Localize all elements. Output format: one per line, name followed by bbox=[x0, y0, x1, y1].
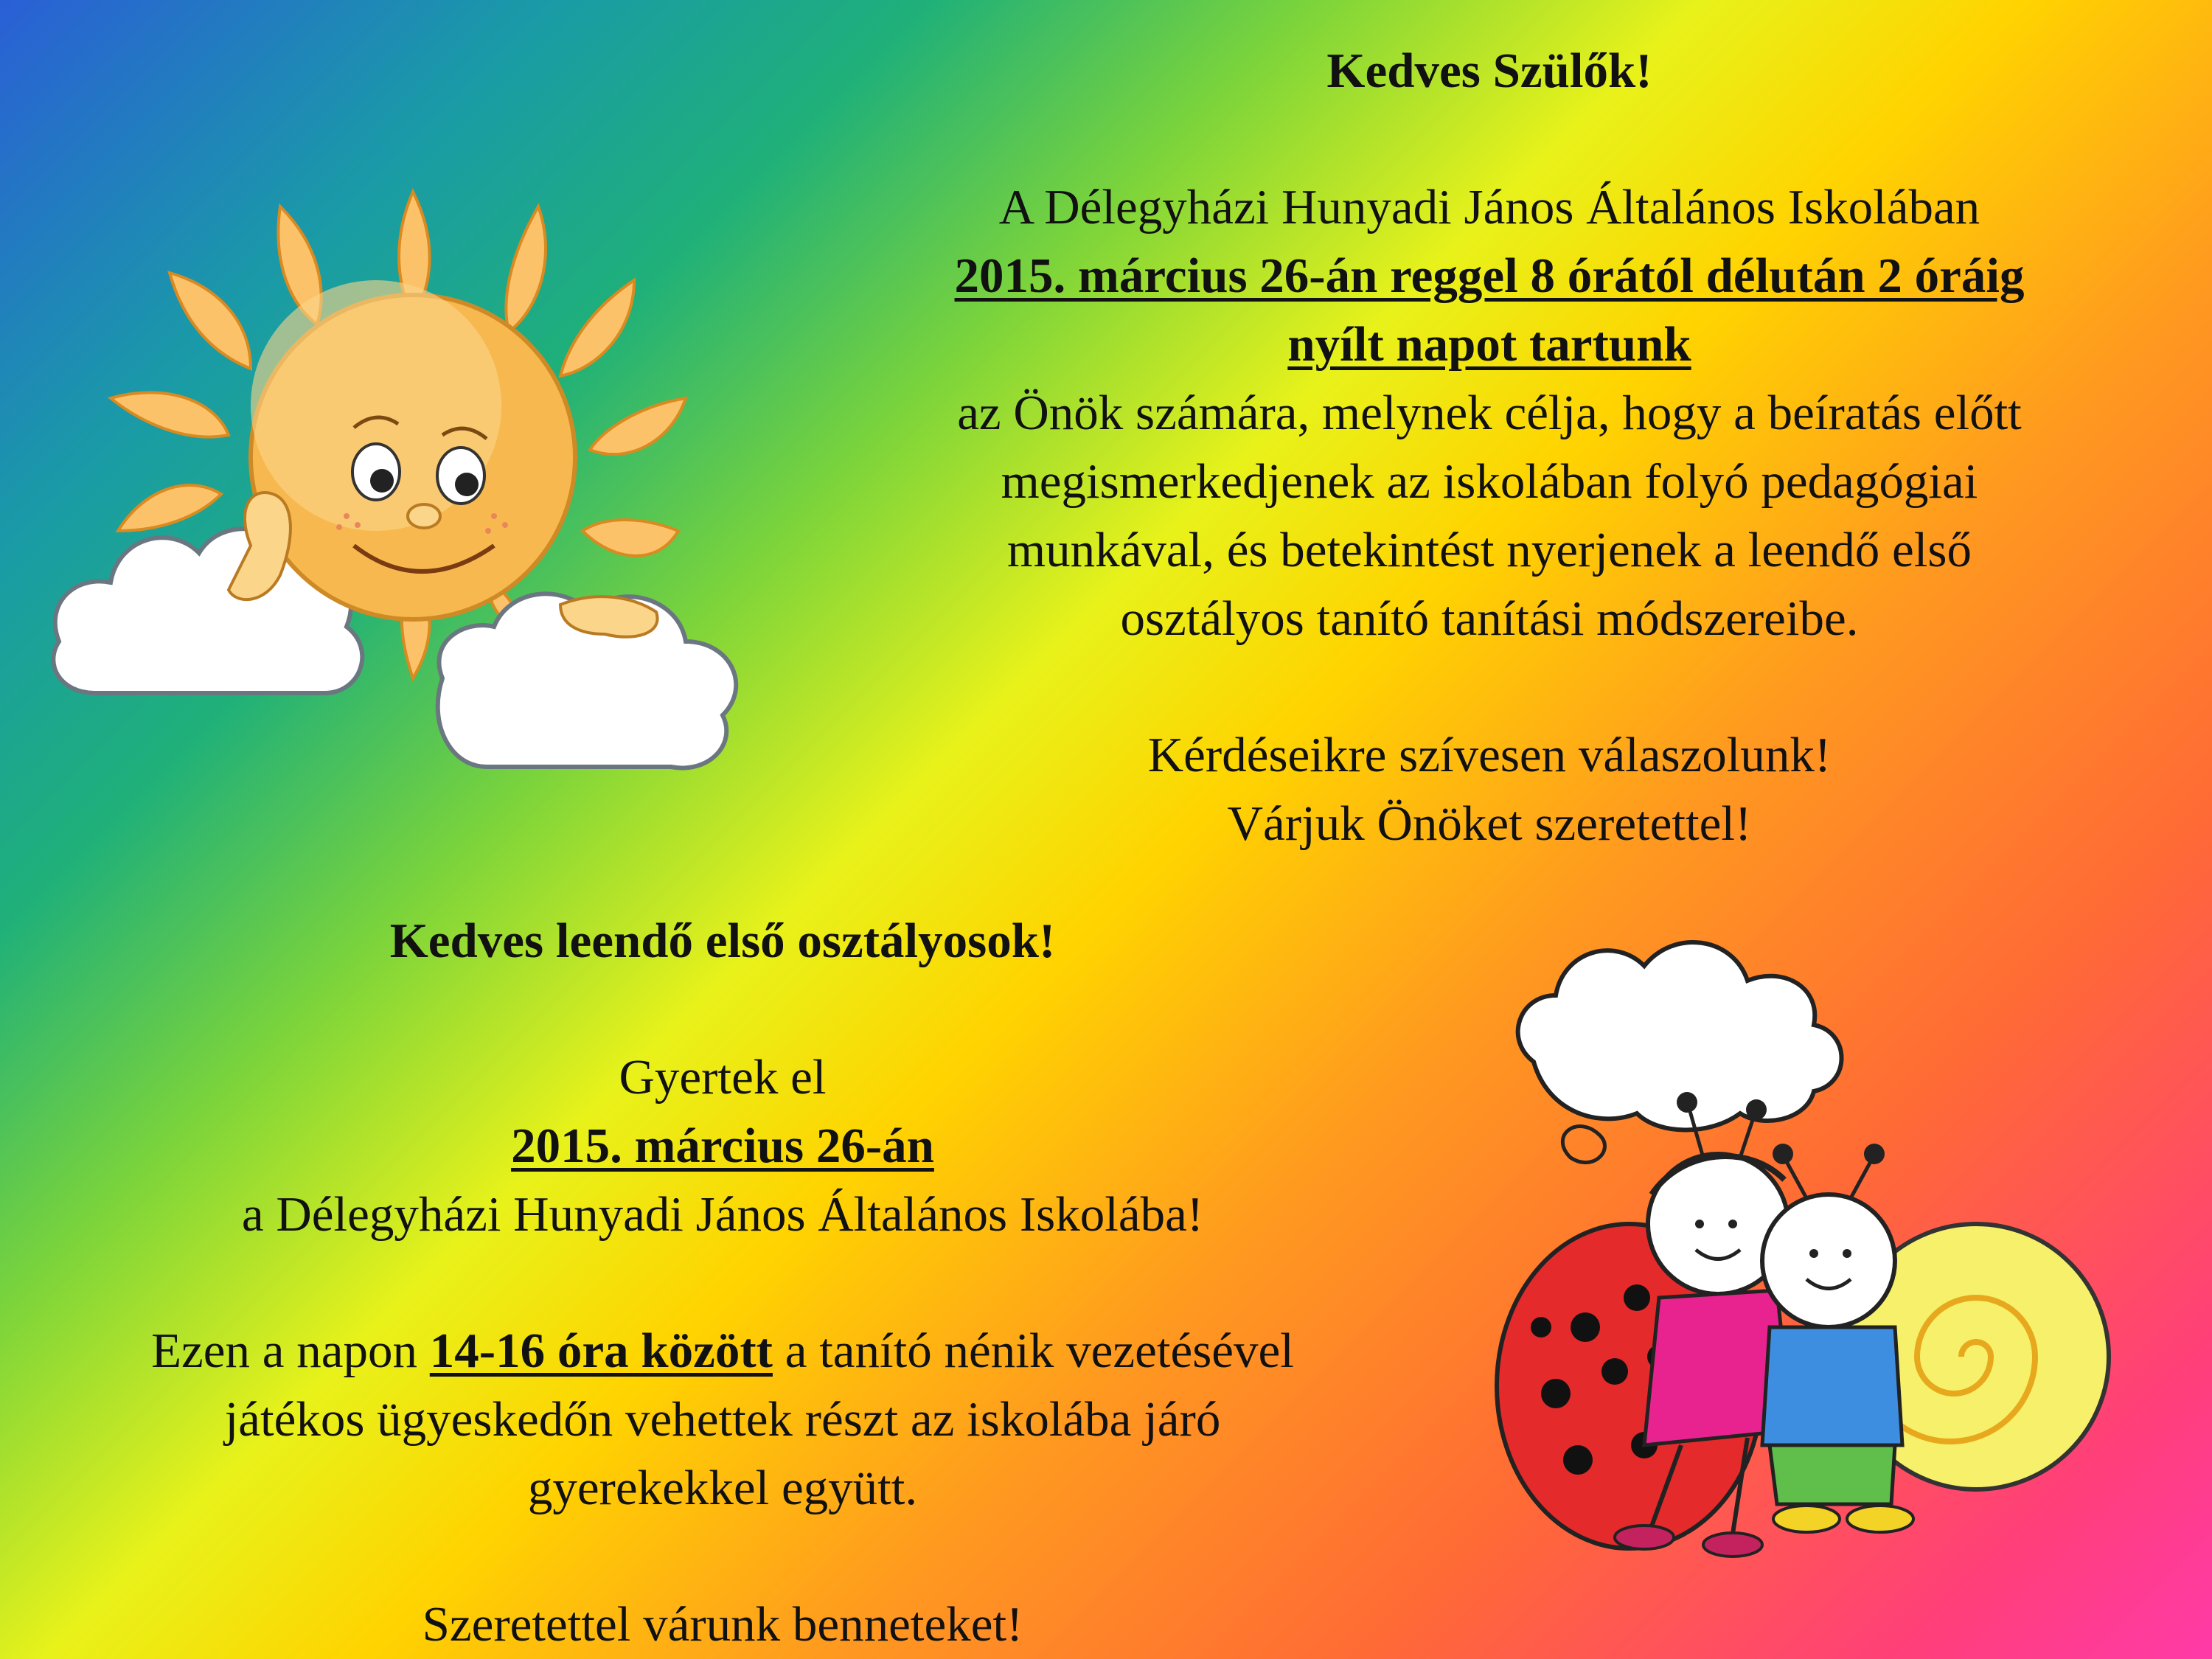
parents-school-line: A Délegyházi Hunyadi János Általános Iskolában bbox=[998, 180, 1980, 234]
kids-activity-time: 14-16 óra között bbox=[429, 1324, 773, 1378]
parents-date-line: 2015. március 26-án reggel 8 órától délután 2 óráig bbox=[954, 248, 2025, 303]
parents-body-line: megismerkedjenek az iskolában folyó pedagógiai bbox=[1001, 454, 1978, 509]
kids-activity-line: gyerekekkel együtt. bbox=[527, 1461, 918, 1515]
parents-message bbox=[804, 37, 2175, 858]
parents-heading: Kedves Szülők! bbox=[1326, 44, 1652, 98]
sun-with-clouds-icon bbox=[29, 162, 796, 811]
kids-message bbox=[0, 907, 1445, 1659]
kids-activity-suffix: a tanító nénik vezetésével bbox=[772, 1324, 1294, 1378]
kids-activity-prefix: Ezen a napon bbox=[151, 1324, 430, 1378]
parents-body-line: az Önök számára, melynek célja, hogy a beíratás előtt bbox=[957, 386, 2022, 440]
kids-date: 2015. március 26-án bbox=[511, 1119, 934, 1173]
ladybug-and-snail-kids-icon bbox=[1467, 914, 2116, 1578]
parents-closing-line: Várjuk Önöket szeretettel! bbox=[1227, 796, 1752, 851]
kids-activity-line bbox=[0, 1317, 1445, 1385]
parents-body-line: osztályos tanító tanítási módszereibe. bbox=[1120, 591, 1859, 646]
kids-activity-line: játékos ügyeskedőn vehettek részt az iskolába járó bbox=[224, 1392, 1221, 1447]
kids-intro: Gyertek el bbox=[619, 1050, 827, 1105]
kids-school-line: a Délegyházi Hunyadi János Általános Iskolába! bbox=[241, 1187, 1204, 1242]
parents-closing-line: Kérdéseikre szívesen válaszolunk! bbox=[1147, 728, 1832, 782]
kids-heading: Kedves leendő első osztályosok! bbox=[389, 914, 1056, 968]
parents-event-line: nyílt napot tartunk bbox=[1287, 317, 1691, 372]
parents-body-line: munkával, és betekintést nyerjenek a leendő első bbox=[1007, 523, 1972, 577]
kids-closing: Szeretettel várunk benneteket! bbox=[422, 1597, 1023, 1652]
